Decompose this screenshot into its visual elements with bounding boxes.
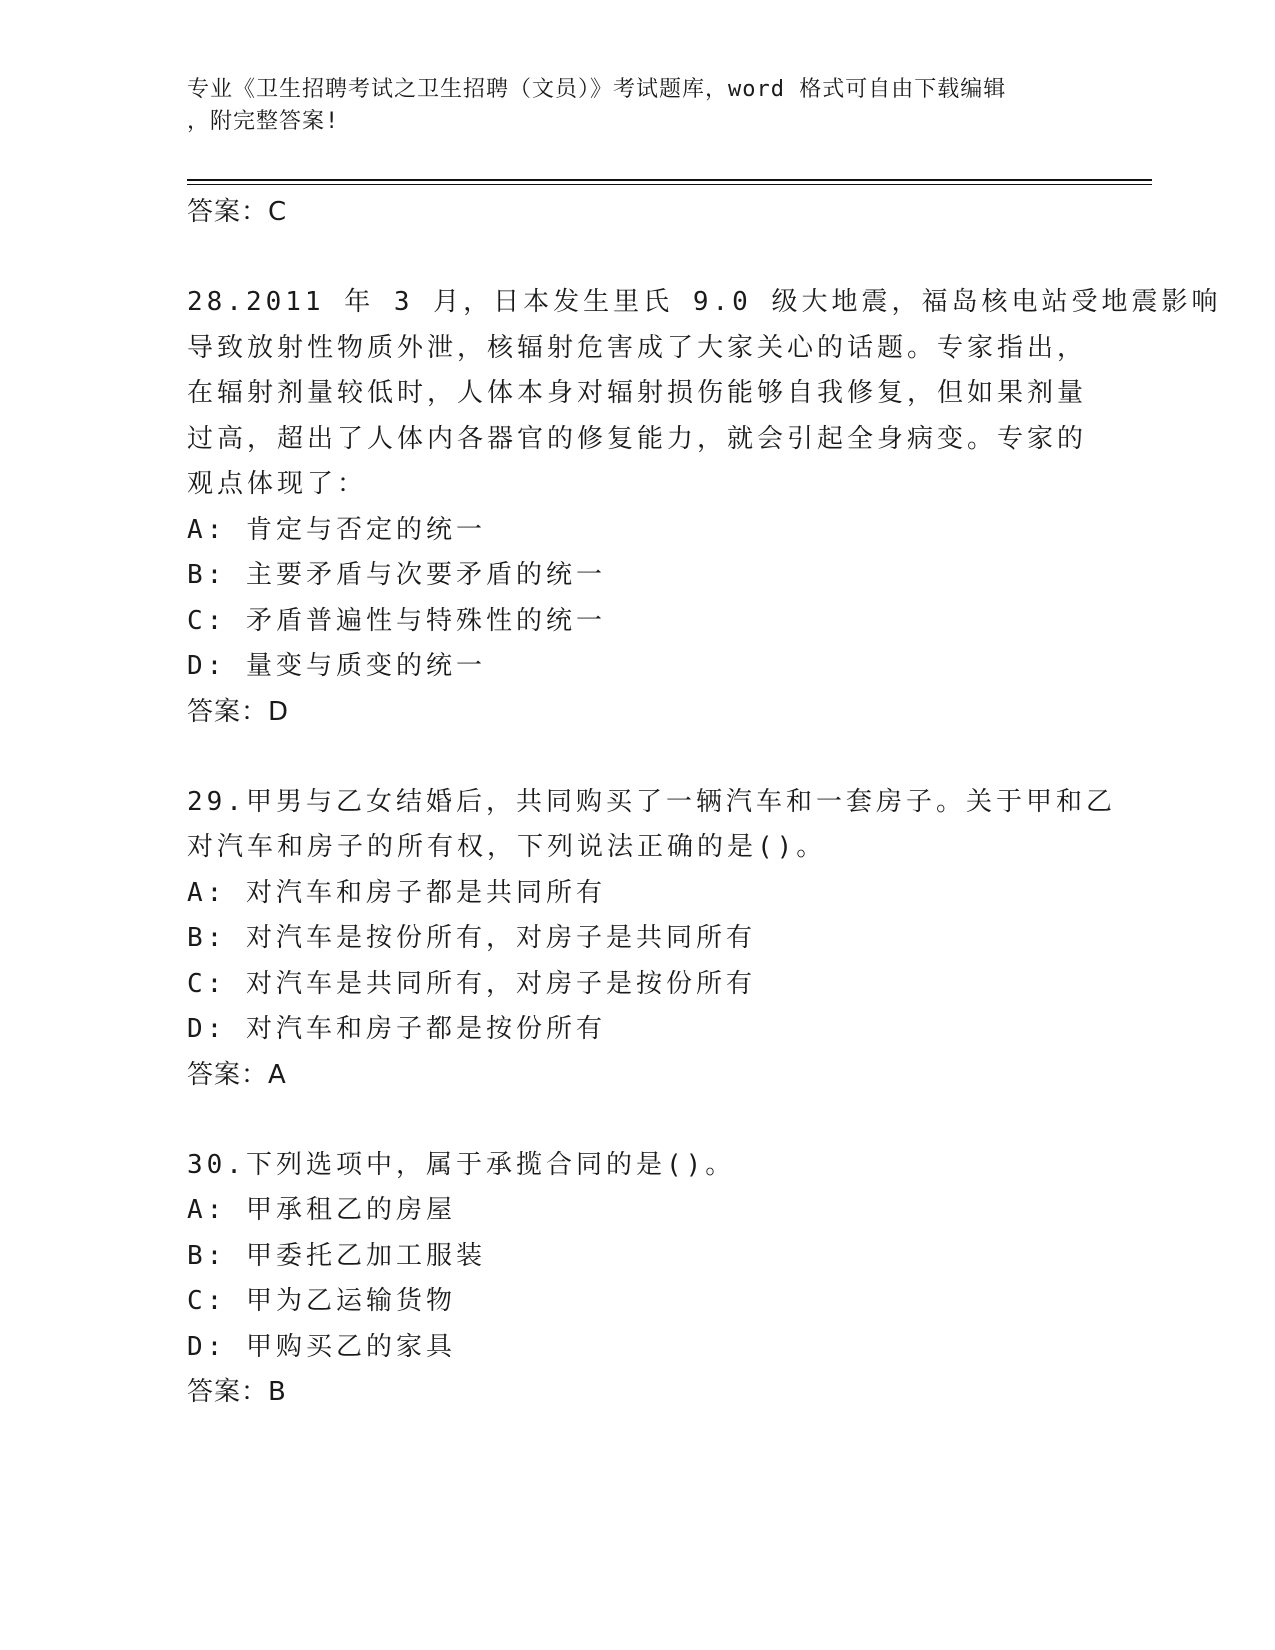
- question-30-option-c: C: 甲为乙运输货物: [187, 1286, 456, 1316]
- header-line-2: ，附完整答案!: [187, 109, 340, 134]
- spacer: [187, 1098, 1087, 1143]
- question-29-option-b: B: 对汽车是按份所有，对房子是共同所有: [187, 923, 756, 953]
- question-29-option-d: D: 对汽车和房子都是按份所有: [187, 1014, 606, 1044]
- answer-q29: 答案：A: [187, 1059, 287, 1090]
- question-29-line-2: 对汽车和房子的所有权，下列说法正确的是()。: [187, 832, 827, 862]
- question-29-option-c: C: 对汽车是共同所有，对房子是按份所有: [187, 968, 756, 999]
- question-28-line-3: 在辐射剂量较低时，人体本身对辐射损伤能够自我修复，但如果剂量: [187, 378, 1088, 408]
- document-header: [187, 74, 1087, 138]
- question-28-option-a: A: 肯定与否定的统一: [187, 514, 486, 545]
- question-30-option-a: A: 甲承租乙的房屋: [187, 1195, 456, 1225]
- spacer: [187, 235, 1087, 280]
- question-29-line-1: 29.甲男与乙女结婚后，共同购买了一辆汽车和一套房子。关于甲和乙: [187, 786, 1116, 817]
- question-30: [187, 1143, 1087, 1189]
- question-29-option-a: A: 对汽车和房子都是共同所有: [187, 877, 606, 908]
- answer-q28: 答案：D: [187, 696, 290, 727]
- answer-q27: 答案：C: [187, 197, 288, 227]
- question-28-line-5: 观点体现了：: [187, 469, 368, 499]
- header-line-1: 专业《卫生招聘考试之卫生招聘（文员）》考试题库，word 格式可自由下载编辑: [187, 77, 1007, 102]
- question-28-line-2: 导致放射性物质外泄，核辐射危害成了大家关心的话题。专家指出，: [187, 332, 1088, 363]
- answer-q30: 答案：B: [187, 1377, 287, 1407]
- question-30-option-d: D: 甲购买乙的家具: [187, 1331, 456, 1362]
- question-28-option-c: C: 矛盾普遍性与特殊性的统一: [187, 605, 606, 636]
- header-divider-thin: [187, 184, 1152, 185]
- question-29: [187, 780, 1116, 871]
- question-30-option-b: B: 甲委托乙加工服装: [187, 1240, 486, 1271]
- header-divider-thick: [187, 179, 1152, 181]
- question-28-option-b: B: 主要矛盾与次要矛盾的统一: [187, 560, 606, 590]
- spacer: [187, 735, 1087, 780]
- question-list: [187, 190, 1222, 1415]
- question-28-line-1: 28.2011 年 3 月，日本发生里氏 9.0 级大地震，福岛核电站受地震影响: [187, 287, 1222, 317]
- question-28: [187, 280, 1222, 508]
- question-30-line-1: 30.下列选项中，属于承揽合同的是()。: [187, 1149, 736, 1180]
- question-28-option-d: D: 量变与质变的统一: [187, 651, 486, 681]
- question-28-line-4: 过高，超出了人体内各器官的修复能力，就会引起全身病变。专家的: [187, 423, 1088, 454]
